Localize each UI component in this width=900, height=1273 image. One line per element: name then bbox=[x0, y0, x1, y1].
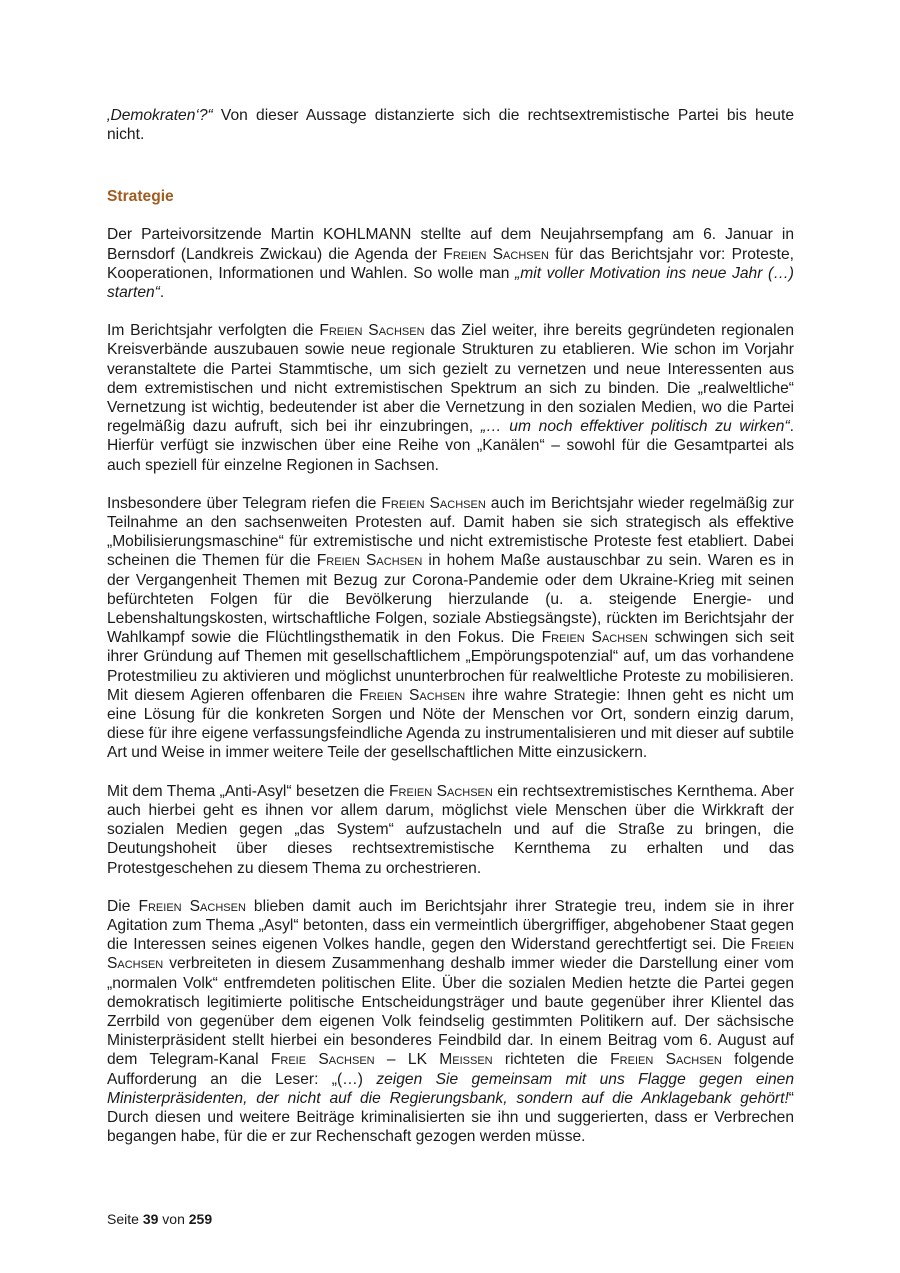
text-run: “ Durch diesen und weitere Beiträge kriminalisierten sie ihn und suggerierten, dass er Verbrechen begangen habe, für die er zur Rechenschaft gezogen werden müsse. bbox=[107, 1089, 794, 1146]
paragraph-anti-asyl bbox=[107, 782, 794, 878]
party-name: Freien Sachsen bbox=[381, 494, 486, 512]
intro-text: Von dieser Aussage distanzierte sich die rechtsextremistische Partei bis heute nicht. bbox=[107, 107, 794, 144]
paragraph-feindbild bbox=[107, 897, 794, 1147]
party-name: Freien Sachsen bbox=[610, 1051, 722, 1069]
paragraph-agenda bbox=[107, 225, 794, 302]
text-run: ihre wahre Strategie: Ihnen geht es nicht um eine Lösung für die konkreten Sorgen und Nöte der Menschen vor Ort, sondern einzig darum, diese für ihre eigene verfassungsfeindliche Agenda zu instrumentalisieren und mit dieser auf subtile Art und Weise in immer weitere Teile der gesellschaftlichen Mitte einzusickern. bbox=[107, 686, 795, 762]
text-run: Mit dem Thema „Anti-Asyl“ besetzen die bbox=[107, 782, 390, 800]
text-run: auch im Berichtsjahr wieder regelmäßig zur Teilnahme an den sachsenweiten Protesten auf. Damit haben sie sich strategisch als effektive „Mobilisierungsmaschine“ für extremistische und nicht extremistische Proteste fest etabliert. Dabei scheinen die Themen für die bbox=[107, 494, 794, 570]
quote-italic: zeigen Sie gemeinsam mit uns Flagge gegen einen Ministerpräsidenten, der nicht auf die Regierungsbank, sondern auf die Anklagebank gehört! bbox=[107, 1070, 794, 1107]
text-run: schwingen sich seit ihrer Gründung auf Themen mit gesellschaftlichem „Empörungspotenzial“ auf, um das vorhandene Protestmilieu zu aktivieren und möglichst ununterbrochen für realweltliche Proteste zu mobilisieren. Mit diesem Agieren offenbaren die bbox=[107, 629, 794, 704]
party-name: Freien Sachsen bbox=[359, 686, 466, 704]
text-run: Im Berichtsjahr verfolgten die bbox=[107, 322, 320, 340]
section-heading: Strategie bbox=[107, 188, 174, 206]
party-name: Freien Sachsen bbox=[541, 629, 648, 647]
text-run: Die bbox=[107, 897, 139, 915]
party-name: Freien Sachsen bbox=[389, 782, 493, 800]
paragraph-telegram bbox=[107, 494, 794, 763]
text-run: in hohem Maße austauschbar zu sein. Waren es in der Vergangenheit Themen mit Bezug zur Corona-Pandemie oder dem Ukraine-Krieg mit seinen befürchteten Folgen für die Bevölkerung hierzulande (u. a. steigende Energie- und Lebenshaltungskosten, wirtschaftliche Folgen, soziale Abstiegsängste), rückten im Berichtsjahr der Wahlkampf sowie die Flüchtlingsthematik in den Fokus. Die bbox=[107, 552, 795, 647]
current-page-number: 39 bbox=[142, 1211, 159, 1227]
text-run: verbreiteten in diesem Zusammenhang deshalb immer wieder die Darstellung einer vom „normalen Volk“ entfremdeten politischen Elite. Über die sozialen Medien hetzte die Partei gegen demokratisch legitimierte politische Entscheidungsträger und baute gegenüber ihrer Klientel das Zerrbild von gegenüber dem eigenen Volk feindselig gestimmten Politikern auf. Der sächsische Ministerpräsident stellt hierbei ein besonderes Feindbild dar. In einem Beitrag vom 6. August auf dem Telegram-Kanal bbox=[107, 955, 794, 1069]
intro-quote: ‚Demokraten‘?“ bbox=[107, 107, 213, 124]
text-run: . Hierfür verfügt sie inzwischen über eine Reihe von „Kanälen“ – sowohl für die Gesamtpartei als auch speziell für einzelne Regionen in Sachsen. bbox=[107, 418, 794, 474]
paragraph-networking bbox=[107, 321, 794, 475]
footer-middle: von bbox=[158, 1211, 189, 1227]
text-run: Der Parteivorsitzende Martin KOHLMANN stellte auf dem Neujahrsempfang am 6. Januar in Bernsdorf (Landkreis Zwickau) die Agenda der bbox=[107, 226, 794, 263]
text-run: das Ziel weiter, ihre bereits gegründeten regionalen Kreisverbände auszubauen sowie neue regionale Strukturen zu etablieren. Wie schon im Vorjahr veranstaltete die Partei Stammtische, um sich gezielt zu vernetzen und neue Interessenten aus dem extremistischen und nicht extremistischen Spektrum an sich zu binden. Die „realweltliche“ Vernetzung ist wichtig, bedeutender ist aber die Vernetzung in den sozialen Medien, wo die Partei regelmäßig dazu aufruft, sich bei ihr einzubringen, bbox=[107, 322, 794, 436]
party-name: Freien Sachsen bbox=[319, 322, 425, 340]
party-name: Freien Sachsen bbox=[107, 936, 794, 973]
quote-italic: „mit voller Motivation ins neue Jahr (…) starten“ bbox=[107, 264, 795, 302]
intro-paragraph bbox=[107, 106, 794, 144]
text-run: . bbox=[159, 284, 165, 302]
footer-prefix: Seite bbox=[107, 1211, 143, 1227]
text-run: Insbesondere über Telegram riefen die bbox=[107, 494, 382, 512]
text-run: folgende Aufforderung an die Leser: „(…) bbox=[107, 1051, 794, 1088]
text-run: richteten die bbox=[492, 1051, 611, 1069]
text-run: für das Berichtsjahr vor: Proteste, Kooperationen, Informationen und Wahlen. So wolle man bbox=[107, 245, 794, 282]
text-run: blieben damit auch im Berichtsjahr ihrer Strategie treu, indem sie in ihrer Agitation zum Thema „Asyl“ betonten, dass ein vermeintlich übergriffiger, abgehobener Staat gegen die Interessen seines eigenen Volkes handle, gegen den Widerstand gerechtfertigt sei. Die bbox=[107, 897, 795, 954]
party-name: Freien Sachsen bbox=[316, 552, 423, 570]
quote-italic: „… um noch effektiver politisch zu wirken“ bbox=[480, 418, 790, 436]
text-run: ein rechtsextremistisches Kernthema. Aber auch hierbei geht es ihnen vor allem darum, möglichst viele Menschen über die Wirkkraft der sozialen Medien gegen „das System“ aufzustacheln und auf die Straße zu bringen, die Deutungshoheit über dieses rechtsextremistische Kernthema zu erhalten und das Protestgeschehen zu diesem Thema zu orchestrieren. bbox=[107, 782, 795, 877]
party-name: Freien Sachsen bbox=[138, 897, 246, 915]
channel-name: Freie Sachsen – LK Meißen bbox=[270, 1051, 493, 1069]
party-name: Freien Sachsen bbox=[443, 245, 549, 263]
total-page-count: 259 bbox=[188, 1211, 213, 1227]
page-footer bbox=[107, 1211, 212, 1227]
document-page bbox=[107, 106, 794, 1146]
